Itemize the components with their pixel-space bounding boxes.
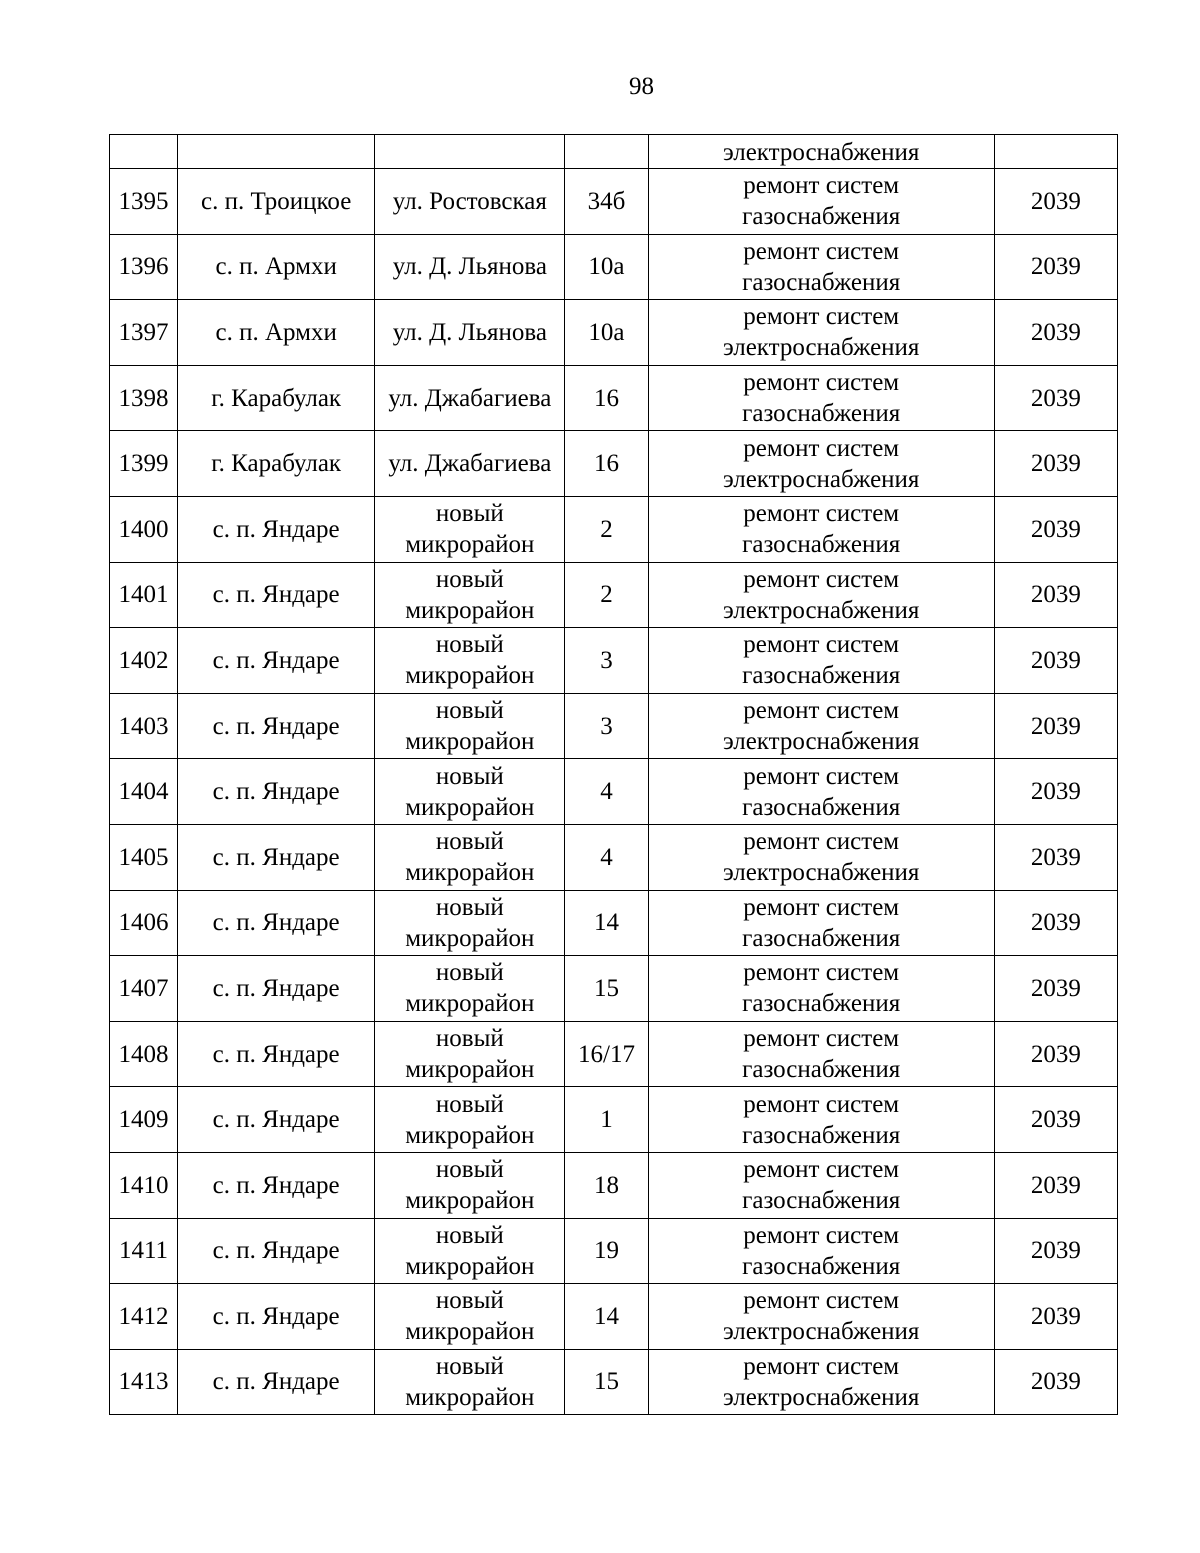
cell-street [375,1152,565,1218]
cell-num: 1412 [110,1284,178,1350]
cell-year: 2039 [994,890,1117,956]
cell-work-line: электроснабжения [722,728,920,756]
cell-street-line: ул. Д. Льянова [392,253,547,281]
cell-street [375,496,565,562]
cell-settlement: с. п. Яндаре [178,1218,375,1284]
cell-year: 2039 [994,1349,1117,1415]
cell-year: 2039 [994,1152,1117,1218]
cell-work [648,562,994,628]
cell-num: 1410 [110,1152,178,1218]
cell-settlement: г. Карабулак [178,431,375,497]
cell-work [648,628,994,694]
cell-house: 2 [565,562,648,628]
cell-settlement: с. п. Яндаре [178,628,375,694]
cell-work-line: ремонт систем [743,565,900,593]
cell-house [565,135,648,169]
cell-settlement: с. п. Яндаре [178,1021,375,1087]
cell-house: 34б [565,169,648,235]
cell-work-line: электроснабжения [722,859,920,887]
table-row [110,890,1118,956]
cell-street [375,824,565,890]
cell-year: 2039 [994,300,1117,366]
cell-work [648,234,994,300]
cell-year: 2039 [994,956,1117,1022]
cell-street-line: ул. Джабагиева [388,450,552,478]
cell-work-line: газоснабжения [742,400,901,428]
cell-num [110,135,178,169]
cell-work: электроснабжения [648,135,994,169]
cell-work-line: газоснабжения [742,924,901,952]
cell-settlement: с. п. Яндаре [178,1087,375,1153]
cell-work-line: электроснабжения [722,465,920,493]
cell-year: 2039 [994,1021,1117,1087]
cell-work-line: газоснабжения [742,1121,901,1149]
table-row [110,693,1118,759]
cell-work [648,496,994,562]
cell-settlement: с. п. Троицкое [178,169,375,235]
cell-num: 1400 [110,496,178,562]
cell-work [648,300,994,366]
cell-work-line: электроснабжения [722,596,920,624]
cell-work-line: электроснабжения [722,334,920,362]
cell-work-line: ремонт систем [743,762,900,790]
cell-year: 2039 [994,1087,1117,1153]
cell-house: 3 [565,628,648,694]
cell-work-line: ремонт систем [743,959,900,987]
table-row [110,365,1118,431]
cell-house: 1 [565,1087,648,1153]
cell-house: 15 [565,956,648,1022]
table-row [110,956,1118,1022]
cell-year [994,135,1117,169]
cell-street [375,890,565,956]
cell-num: 1401 [110,562,178,628]
table-row [110,300,1118,366]
cell-street-line: ул. Джабагиева [388,384,552,412]
table-row [110,169,1118,235]
cell-street-line: микрорайон [405,924,535,952]
cell-street [375,135,565,169]
table-row [110,1218,1118,1284]
cell-house: 2 [565,496,648,562]
table-row [110,1087,1118,1153]
cell-num: 1409 [110,1087,178,1153]
cell-settlement: с. п. Яндаре [178,759,375,825]
cell-street-line: микрорайон [405,793,535,821]
cell-year: 2039 [994,562,1117,628]
cell-house: 4 [565,824,648,890]
cell-house: 16 [565,365,648,431]
cell-work-line: электроснабжения [722,1383,920,1411]
cell-work-line: ремонт систем [743,1352,900,1380]
cell-year: 2039 [994,169,1117,235]
cell-work-line: ремонт систем [743,828,900,856]
cell-street-line: микрорайон [405,1187,535,1215]
cell-street-line: новый [435,1221,504,1249]
cell-settlement: с. п. Яндаре [178,1349,375,1415]
cell-num: 1396 [110,234,178,300]
cell-street [375,1284,565,1350]
cell-street [375,1087,565,1153]
cell-street-line: новый [435,565,504,593]
cell-work [648,956,994,1022]
table-row [110,431,1118,497]
cell-house: 18 [565,1152,648,1218]
table-row [110,234,1118,300]
cell-street [375,431,565,497]
cell-settlement: с. п. Яндаре [178,1284,375,1350]
cell-year: 2039 [994,759,1117,825]
cell-num: 1398 [110,365,178,431]
cell-year: 2039 [994,1218,1117,1284]
cell-street [375,1021,565,1087]
cell-work [648,759,994,825]
cell-num: 1397 [110,300,178,366]
cell-house: 19 [565,1218,648,1284]
cell-street-line: микрорайон [405,662,535,690]
cell-street-line: микрорайон [405,1383,535,1411]
cell-settlement: с. п. Яндаре [178,496,375,562]
cell-num: 1402 [110,628,178,694]
cell-street-line: новый [435,959,504,987]
cell-work [648,1087,994,1153]
cell-settlement [178,135,375,169]
table-body [110,135,1118,1415]
table-row [110,1152,1118,1218]
cell-work-line: ремонт систем [743,1287,900,1315]
table-row [110,1284,1118,1350]
cell-house: 4 [565,759,648,825]
cell-work-line: ремонт систем [743,172,900,200]
cell-work [648,1152,994,1218]
cell-year: 2039 [994,365,1117,431]
cell-work-line: ремонт систем [743,1156,900,1184]
cell-settlement: с. п. Армхи [178,234,375,300]
cell-street-line: микрорайон [405,1121,535,1149]
cell-settlement: с. п. Яндаре [178,890,375,956]
cell-street [375,300,565,366]
cell-work [648,1284,994,1350]
cell-street-line: новый [435,1090,504,1118]
cell-num: 1399 [110,431,178,497]
cell-house: 16/17 [565,1021,648,1087]
cell-work-line: ремонт систем [743,237,900,265]
cell-house: 14 [565,1284,648,1350]
table-row [110,1021,1118,1087]
table-row [110,824,1118,890]
cell-settlement: с. п. Яндаре [178,562,375,628]
cell-street [375,169,565,235]
cell-street-line: ул. Д. Льянова [392,318,547,346]
cell-street-line: микрорайон [405,1252,535,1280]
cell-num: 1406 [110,890,178,956]
cell-house: 16 [565,431,648,497]
cell-num: 1395 [110,169,178,235]
cell-year: 2039 [994,1284,1117,1350]
cell-street [375,1218,565,1284]
cell-street-line: новый [435,1025,504,1053]
cell-work-line: газоснабжения [742,1252,901,1280]
cell-street-line: микрорайон [405,1318,535,1346]
cell-work-line: газоснабжения [742,662,901,690]
cell-house: 15 [565,1349,648,1415]
cell-work-line: ремонт систем [743,1090,900,1118]
table-row [110,628,1118,694]
cell-work-line: ремонт систем [743,697,900,725]
repair-schedule-table [109,134,1118,1415]
cell-work [648,169,994,235]
cell-street-line: новый [435,1287,504,1315]
cell-year: 2039 [994,693,1117,759]
cell-num: 1413 [110,1349,178,1415]
cell-num: 1407 [110,956,178,1022]
cell-street-line: микрорайон [405,859,535,887]
cell-work-line: ремонт систем [743,631,900,659]
table-row [110,1349,1118,1415]
cell-settlement: г. Карабулак [178,365,375,431]
cell-street-line: новый [435,1352,504,1380]
cell-street [375,562,565,628]
cell-num: 1405 [110,824,178,890]
cell-street-line: микрорайон [405,990,535,1018]
cell-work [648,1349,994,1415]
cell-settlement: с. п. Яндаре [178,693,375,759]
cell-work-line: ремонт систем [743,1025,900,1053]
cell-settlement: с. п. Армхи [178,300,375,366]
cell-street-line: новый [435,762,504,790]
cell-street [375,1349,565,1415]
cell-street-line: микрорайон [405,1056,535,1084]
cell-house: 3 [565,693,648,759]
cell-settlement: с. п. Яндаре [178,1152,375,1218]
cell-year: 2039 [994,234,1117,300]
cell-work [648,1218,994,1284]
cell-year: 2039 [994,824,1117,890]
cell-year: 2039 [994,496,1117,562]
cell-street-line: новый [435,893,504,921]
cell-street-line: новый [435,500,504,528]
table-row [110,759,1118,825]
cell-house: 14 [565,890,648,956]
cell-street [375,759,565,825]
cell-street-line: микрорайон [405,596,535,624]
cell-work-line: ремонт систем [743,369,900,397]
cell-work [648,693,994,759]
cell-street-line: микрорайон [405,728,535,756]
cell-settlement: с. п. Яндаре [178,956,375,1022]
cell-work [648,824,994,890]
cell-street [375,956,565,1022]
cell-work-line: газоснабжения [742,793,901,821]
cell-num: 1408 [110,1021,178,1087]
cell-house: 10а [565,234,648,300]
cell-num: 1404 [110,759,178,825]
cell-street [375,628,565,694]
cell-street [375,234,565,300]
cell-work-line: ремонт систем [743,500,900,528]
cell-work-line: газоснабжения [742,1056,901,1084]
cell-street-line: новый [435,1156,504,1184]
cell-work-line: ремонт систем [743,1221,900,1249]
cell-year: 2039 [994,628,1117,694]
cell-street-line: микрорайон [405,531,535,559]
cell-work-line: газоснабжения [742,531,901,559]
cell-num: 1403 [110,693,178,759]
cell-house: 10а [565,300,648,366]
page-number: 98 [629,73,654,100]
cell-work-line: ремонт систем [743,434,900,462]
table-row [110,562,1118,628]
cell-num: 1411 [110,1218,178,1284]
cell-work [648,1021,994,1087]
cell-work-line: электроснабжения [722,1318,920,1346]
cell-work-line: газоснабжения [742,990,901,1018]
table-row [110,496,1118,562]
cell-work-line: газоснабжения [742,268,901,296]
cell-street-line: новый [435,697,504,725]
cell-work-line: ремонт систем [743,893,900,921]
cell-street-line: ул. Ростовская [392,187,547,215]
cell-work [648,890,994,956]
cell-street [375,693,565,759]
cell-street-line: новый [435,631,504,659]
cell-work [648,365,994,431]
cell-work-line: ремонт систем [743,303,900,331]
continuation-row [110,135,1118,169]
cell-work-line: газоснабжения [742,203,901,231]
cell-work-line: газоснабжения [742,1187,901,1215]
cell-street-line: новый [435,828,504,856]
cell-settlement: с. п. Яндаре [178,824,375,890]
cell-work [648,431,994,497]
cell-year: 2039 [994,431,1117,497]
cell-street [375,365,565,431]
